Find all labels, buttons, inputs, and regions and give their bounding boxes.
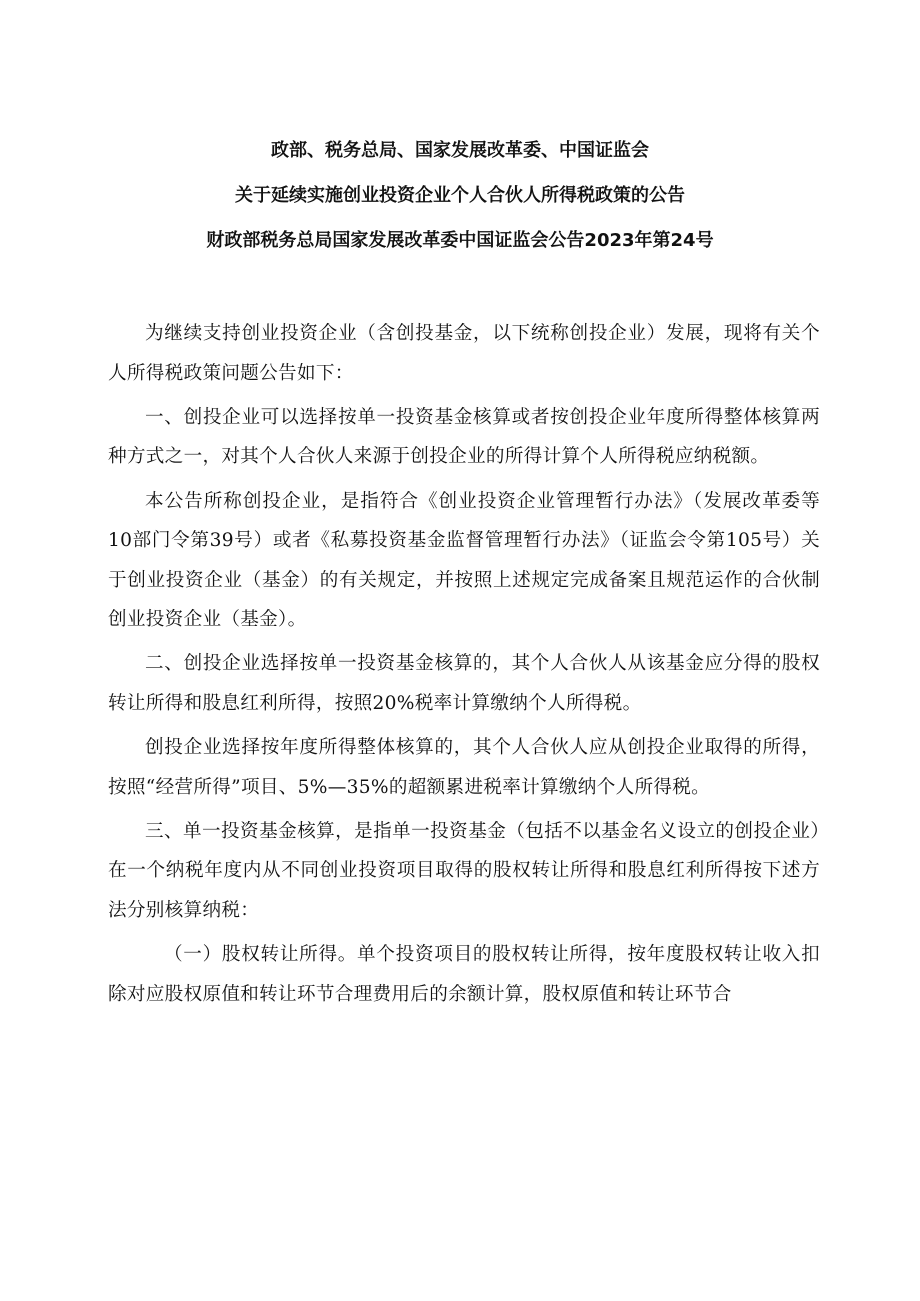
document-body	[108, 314, 820, 1019]
paragraph-item-2-annual: 创投企业选择按年度所得整体核算的，其个人合伙人应从创投企业取得的所得，按照“经营所得”项目、5%—35%的超额累进税率计算缴纳个人所得税。	[108, 737, 820, 798]
paragraph-item-2: 二、创投企业选择按单一投资基金核算的，其个人合伙人从该基金应分得的股权转让所得和股息红利所得，按照20%税率计算缴纳个人所得税。	[108, 653, 820, 714]
document-title-block	[0, 128, 920, 263]
title-line-announcement-number: 财政部税务总局国家发展改革委中国证监会公告2023年第24号	[206, 230, 714, 251]
paragraph-intro: 为继续支持创业投资企业（含创投基金，以下统称创投企业）发展，现将有关个人所得税政策问题公告如下：	[108, 323, 820, 384]
paragraph-item-1: 一、创投企业可以选择按单一投资基金核算或者按创投企业年度所得整体核算两种方式之一，对其个人合伙人来源于创投企业的所得计算个人所得税应纳税额。	[108, 406, 820, 468]
title-line-issuers: 政部、税务总局、国家发展改革委、中国证监会	[271, 140, 649, 161]
title-line-subject: 关于延续实施创业投资企业个人合伙人所得税政策的公告	[235, 185, 685, 206]
paragraph-item-3-sub-1: （一）股权转让所得。单个投资项目的股权转让所得，按年度股权转让收入扣除对应股权原值和转让环节合理费用后的余额计算，股权原值和转让环节合	[108, 944, 820, 1005]
paragraph-item-3: 三、单一投资基金核算，是指单一投资基金（包括不以基金名义设立的创投企业）在一个纳税年度内从不同创业投资项目取得的股权转让所得和股息红利所得按下述方法分别核算纳税：	[108, 820, 820, 921]
paragraph-definition: 本公告所称创投企业，是指符合《创业投资企业管理暂行办法》（发展改革委等10部门令第39号）或者《私募投资基金监督管理暂行办法》（证监会令第105号）关于创业投资企业（基金）的有关规定，并按照上述规定完成备案且规范运作的合伙制创业投资企业（基金）。	[108, 490, 820, 631]
